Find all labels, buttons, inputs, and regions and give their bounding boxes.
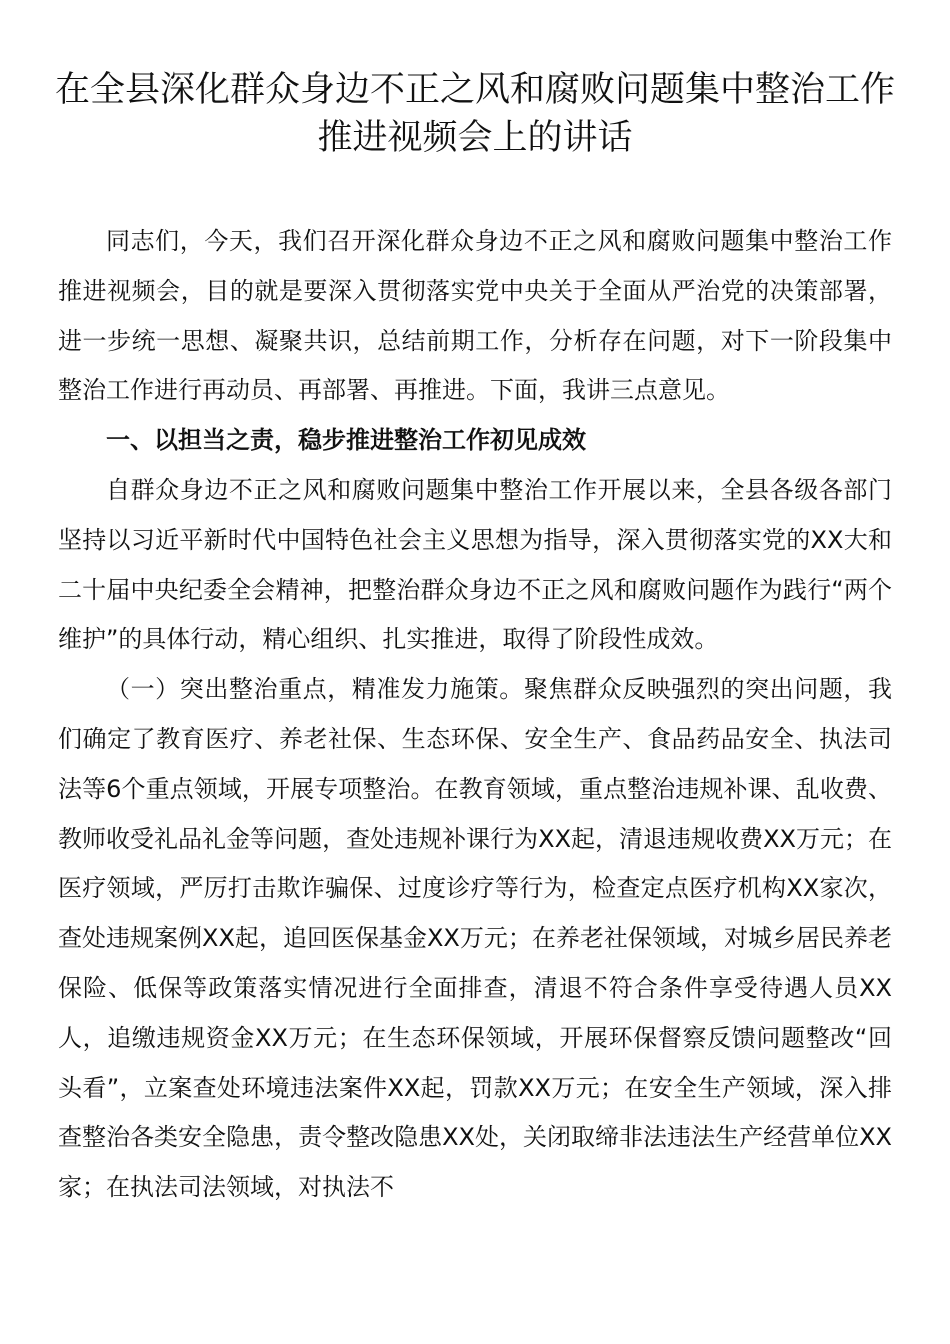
section-1-item-1-paragraph: （一）突出整治重点，精准发力施策。聚焦群众反映强烈的突出问题，我们确定了教育医疗、养老社保、生态环保、安全生产、食品药品安全、执法司法等6个重点领域，开展专项整治。在教育领域，重点整治违规补课、乱收费、教师收受礼品礼金等问题，查处违规补课行为XX起，清退违规收费XX万元；在医疗领域，严厉打击欺诈骗保、过度诊疗等行为，检查定点医疗机构XX家次，查处违规案例XX起，追回医保基金XX万元；在养老社保领域，对城乡居民养老保险、低保等政策落实情况进行全面排查，清退不符合条件享受待遇人员XX人，追缴违规资金XX万元；在生态环保领域，开展环保督察反馈问题整改“回头看”，立案查处环境违法案件XX起，罚款XX万元；在安全生产领域，深入排查整治各类安全隐患，责令整改隐患XX处，关闭取缔非法违法生产经营单位XX家；在执法司法领域，对执法不 <box>58 675 892 1202</box>
document-body <box>58 217 892 1213</box>
document-title: 在全县深化群众身边不正之风和腐败问题集中整治工作推进视频会上的讲话 <box>54 70 895 158</box>
opening-paragraph: 同志们，今天，我们召开深化群众身边不正之风和腐败问题集中整治工作推进视频会，目的就是要深入贯彻落实党中央关于全面从严治党的决策部署，进一步统一思想、凝聚共识，总结前期工作，分析存在问题，对下一阶段集中整治工作进行再动员、再部署、再推进。下面，我讲三点意见。 <box>58 227 892 405</box>
section-heading-1: 一、以担当之责，稳步推进整治工作初见成效 <box>106 426 586 455</box>
section-1-intro-paragraph: 自群众身边不正之风和腐败问题集中整治工作开展以来，全县各级各部门坚持以习近平新时代中国特色社会主义思想为指导，深入贯彻落实党的XX大和二十届中央纪委全会精神，把整治群众身边不正之风和腐败问题作为践行“两个维护”的具体行动，精心组织、扎实推进，取得了阶段性成效。 <box>58 475 892 654</box>
